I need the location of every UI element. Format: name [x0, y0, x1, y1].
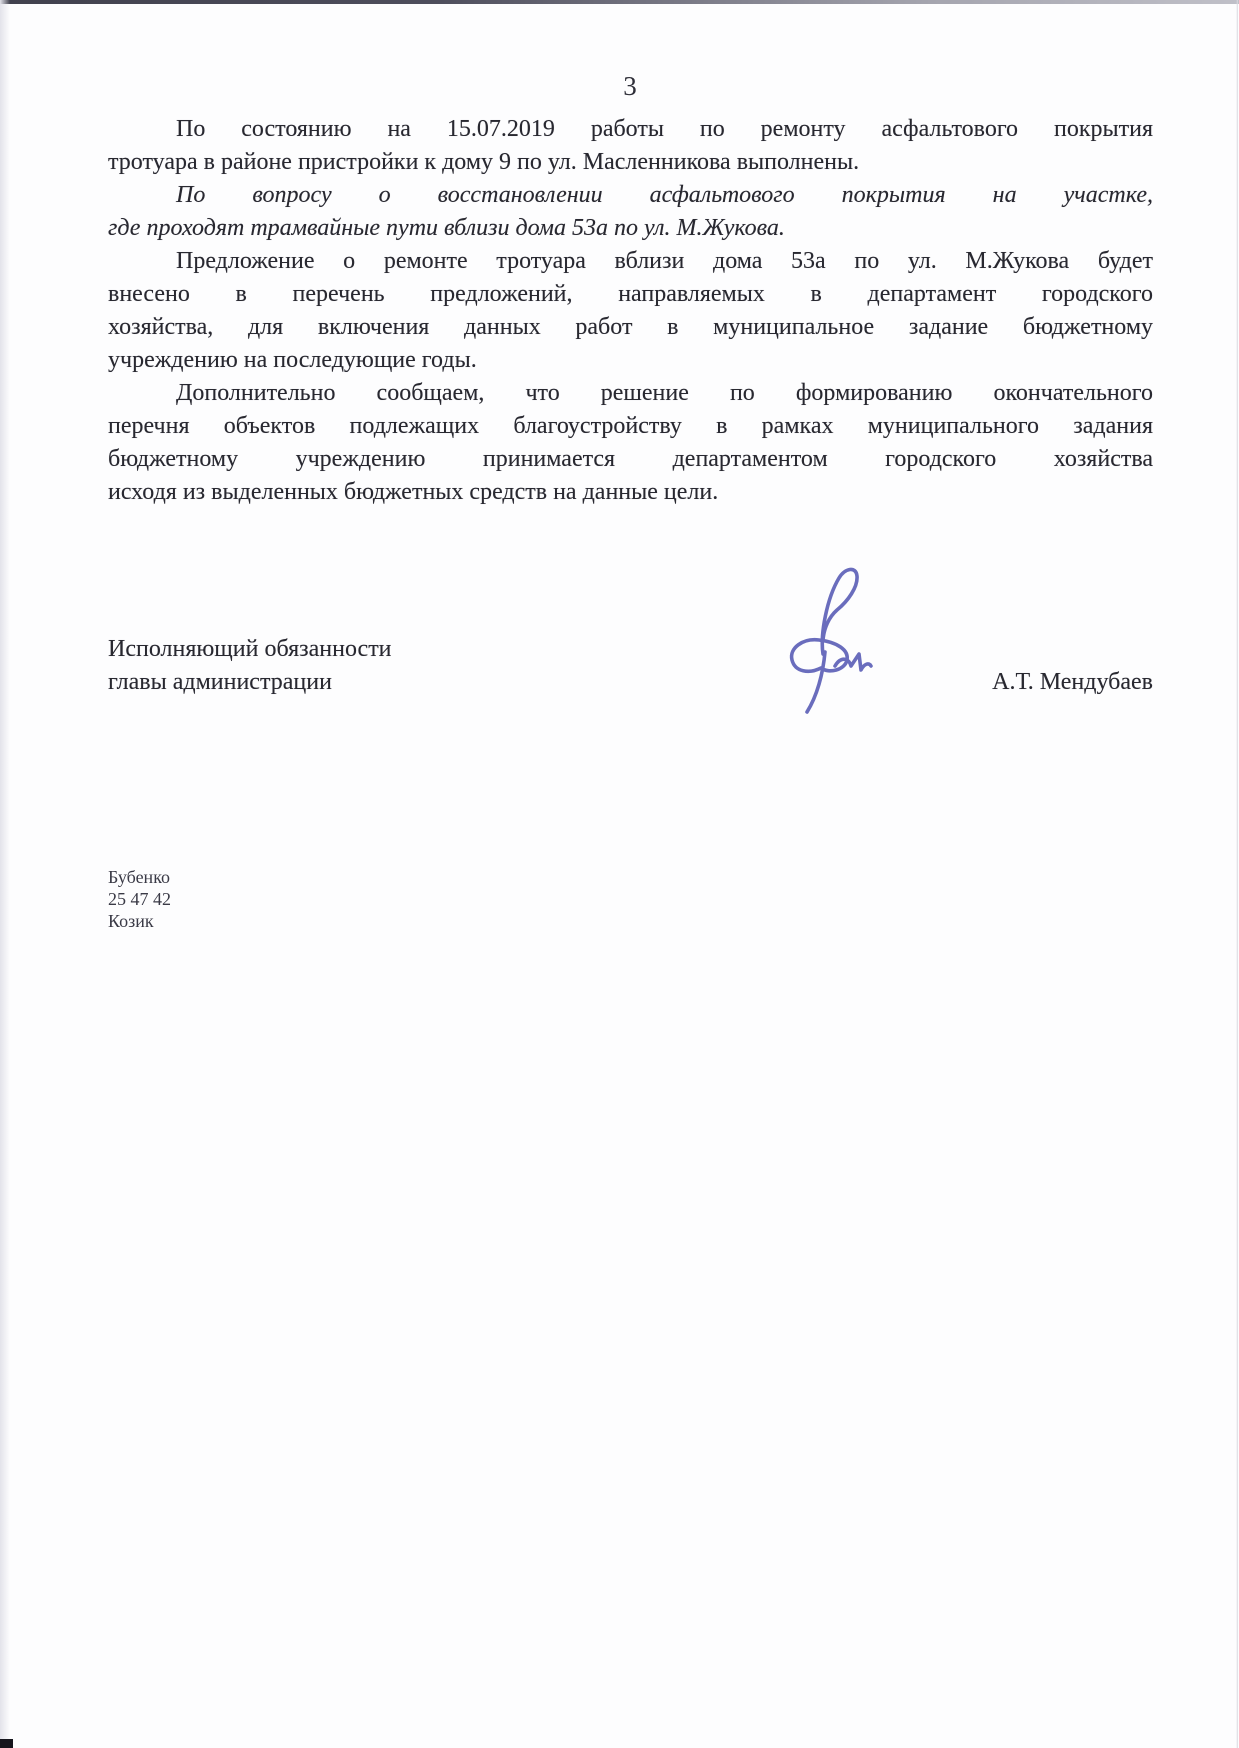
- paragraph-line: По состоянию на 15.07.2019 работы по ремонту асфальтового покрытия: [176, 116, 1153, 142]
- executor-phone: 25 47 42: [108, 889, 171, 909]
- document-paragraph: [108, 245, 1153, 377]
- executor-contact-block: [108, 866, 1153, 932]
- paragraph-line: Дополнительно сообщаем, что решение по формированию окончательного: [176, 380, 1153, 406]
- executor-name: Бубенко: [108, 867, 171, 887]
- document-paragraph: [108, 377, 1153, 509]
- signer-name: А.Т. Мендубаев: [992, 669, 1153, 695]
- signature-block: [108, 633, 1153, 699]
- paragraph-line: хозяйства, для включения данных работ в муниципальное задание бюджетному: [108, 314, 1153, 340]
- handwritten-signature-icon: [765, 556, 885, 714]
- paragraph-line: Предложение о ремонте тротуара вблизи дома 53а по ул. М.Жукова будет: [176, 248, 1153, 274]
- document-paragraph: [108, 179, 1153, 245]
- document-body: [108, 113, 1153, 509]
- paragraph-line: бюджетному учреждению принимается департаментом городского хозяйства: [108, 446, 1153, 472]
- executor-name-2: Козик: [108, 911, 154, 931]
- paragraph-line: По вопросу о восстановлении асфальтового покрытия на участке,: [176, 182, 1153, 208]
- scan-artifact-corner-mark: [0, 1739, 13, 1748]
- signer-position-line: Исполняющий обязанности: [108, 636, 392, 662]
- paragraph-line: учреждению на последующие годы.: [108, 347, 477, 373]
- paragraph-line: исходя из выделенных бюджетных средств на данные цели.: [108, 479, 719, 505]
- signer-position: [108, 633, 392, 699]
- paragraph-line: тротуара в районе пристройки к дому 9 по ул. Масленникова выполнены.: [108, 149, 860, 175]
- signer-position-line: главы администрации: [108, 669, 332, 695]
- paragraph-line: где проходят трамвайные пути вблизи дома 53а по ул. М.Жукова.: [108, 215, 785, 241]
- document-paragraph: [108, 113, 1153, 179]
- page-number: 3: [623, 71, 638, 101]
- paragraph-line: перечня объектов подлежащих благоустройству в рамках муниципального задания: [108, 413, 1153, 439]
- paragraph-line: внесено в перечень предложений, направляемых в департамент городского: [108, 281, 1153, 307]
